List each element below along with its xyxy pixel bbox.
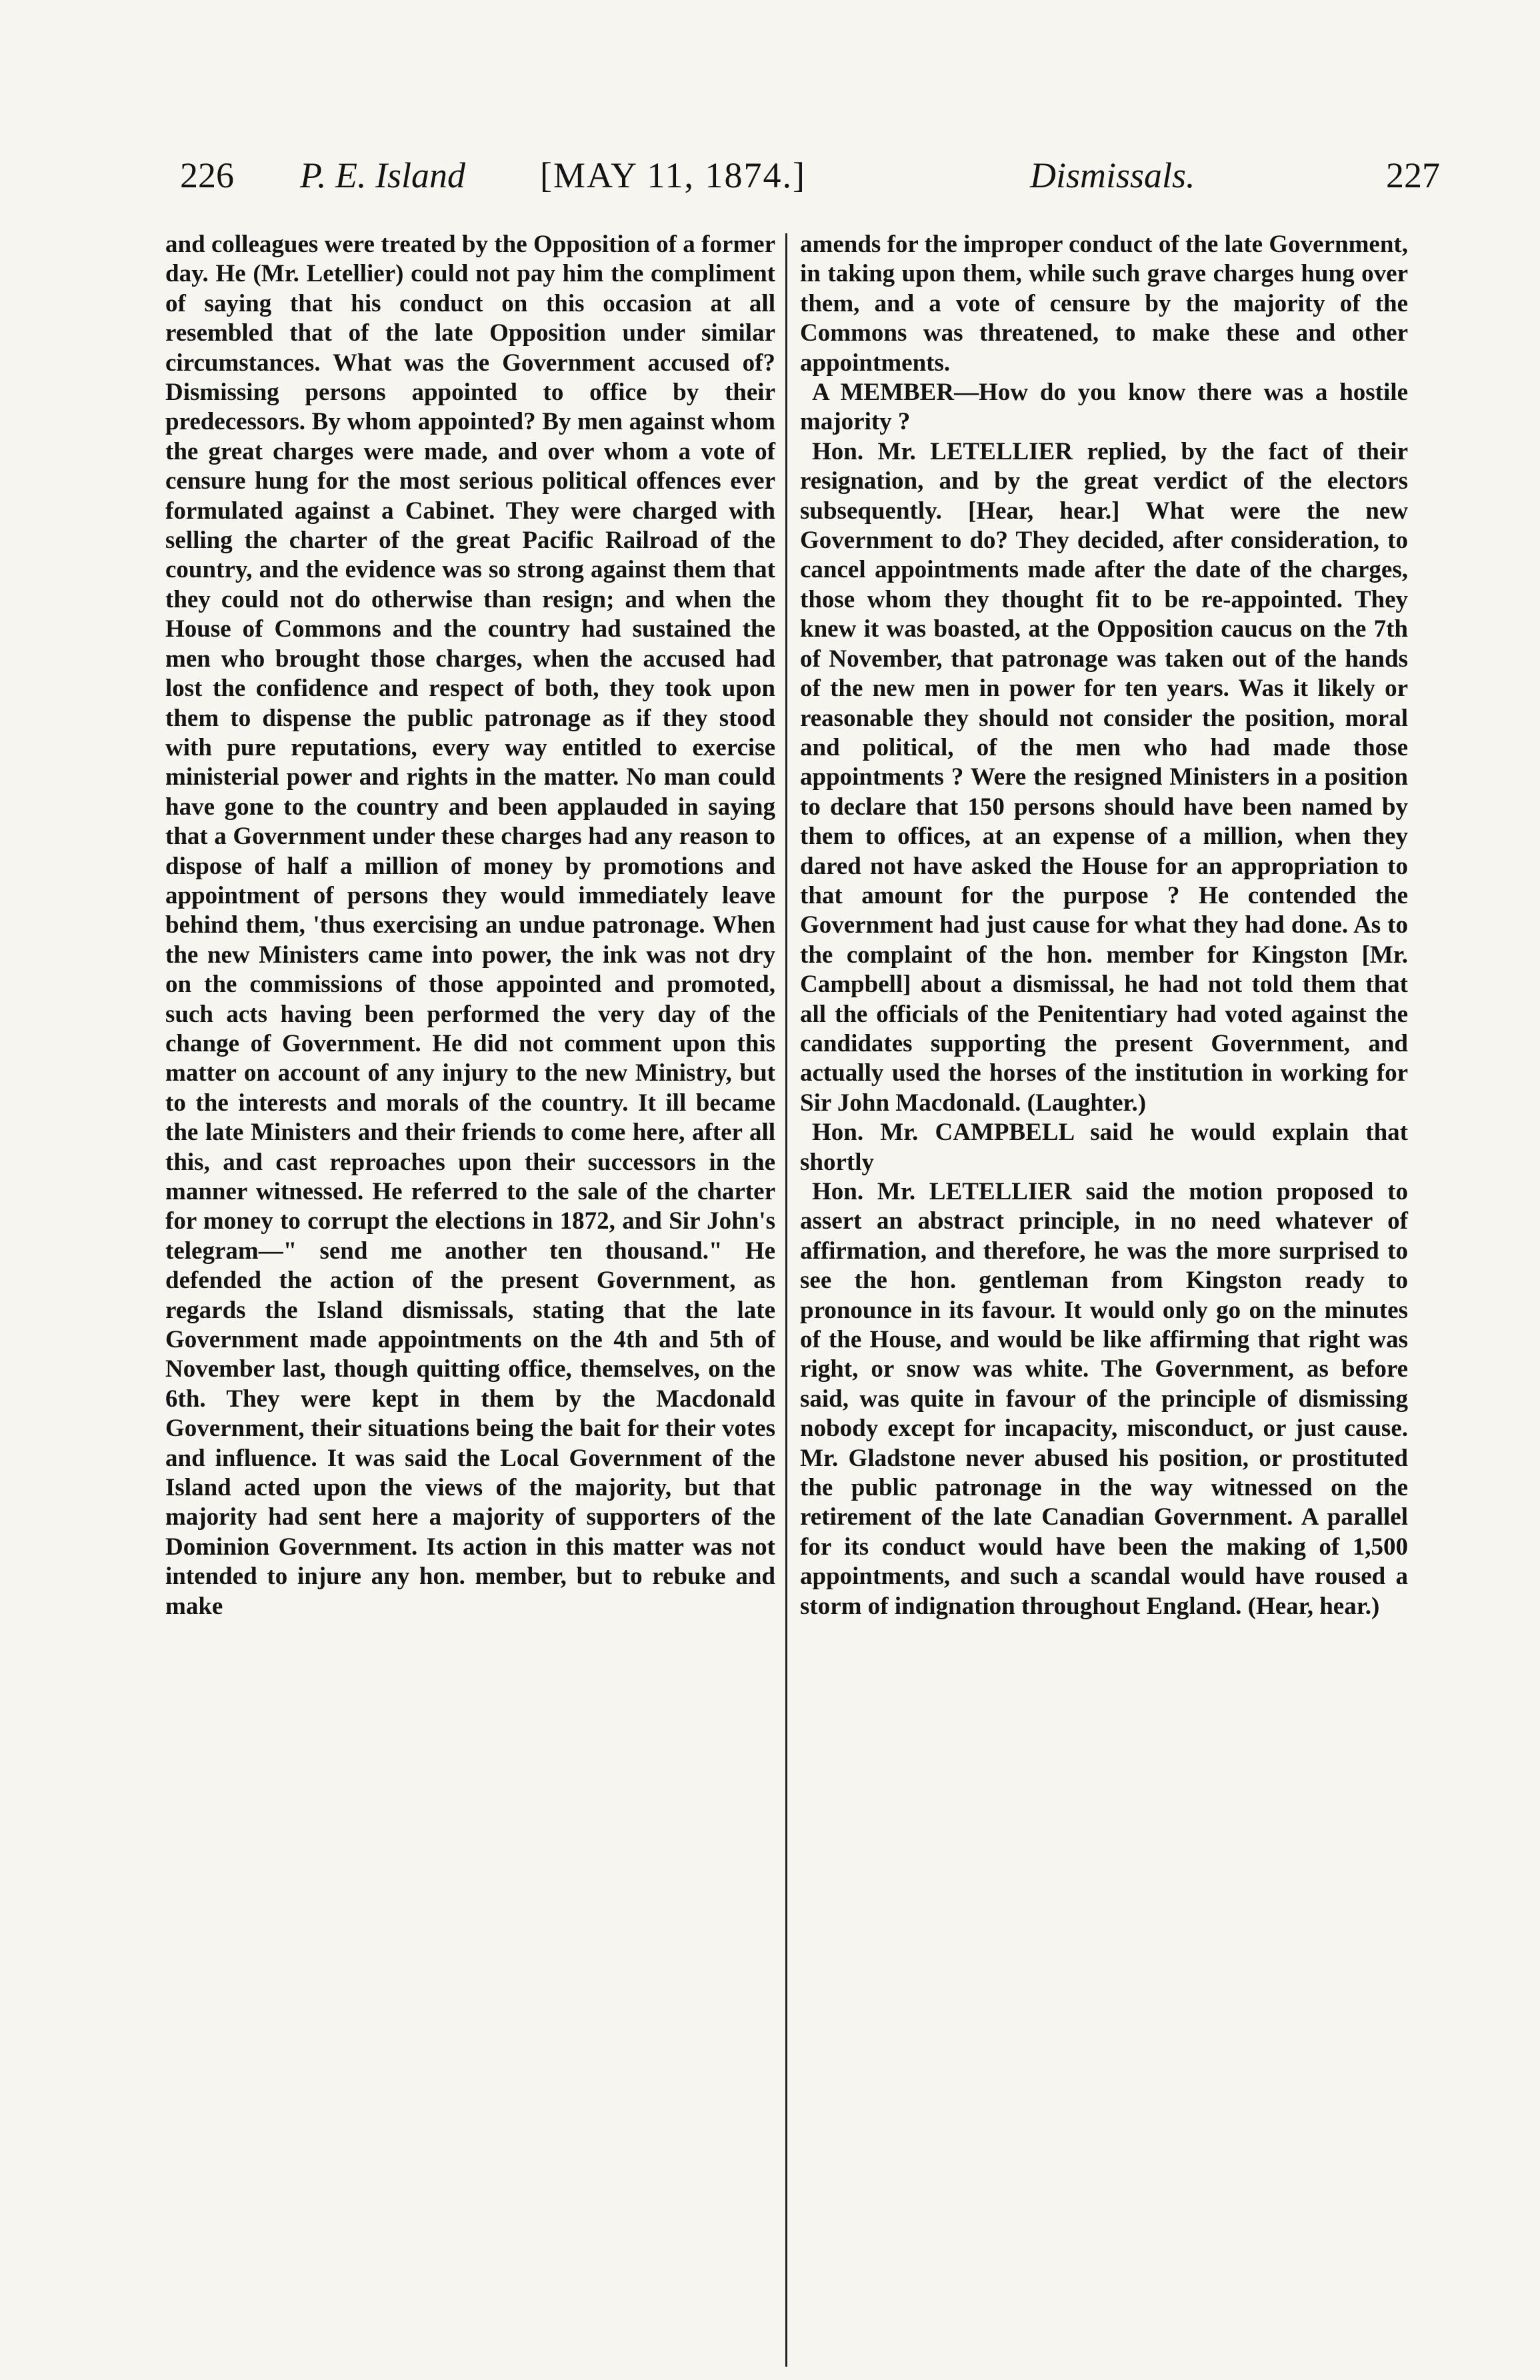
topic-title: Dismissals. xyxy=(1030,155,1195,195)
page-number-left: 226 xyxy=(180,155,234,195)
paragraph: A MEMBER—How do you know there was a hostile majority ? xyxy=(800,379,1408,436)
left-column xyxy=(165,230,775,1621)
page-number-right: 227 xyxy=(1386,155,1440,195)
paragraph: Hon. Mr. LETELLIER said the motion proposed to assert an abstract principle, in no need whatever of affirmation, and therefore, he was the more surprised to see the hon. gentleman from Kingston ready to pronounce in its favour. It would only go on the minutes of the House, and would be like affirming that right was right, or snow was white. The Government, as before said, was quite in favour of the principle of dismissing nobody except for incapacity, misconduct, or just cause. Mr. Gladstone never abused his position, or prostituted the public patronage in the way witnessed on the retirement of the late Canadian Government. A parallel for its conduct would have been the making of 1,500 appointments, and such a scandal would have roused a storm of indignation throughout England. (Hear, hear.) xyxy=(800,1178,1408,1620)
paragraph: amends for the improper conduct of the late Government, in taking upon them, while such grave charges hung over them, and a vote of censure by the majority of the Commons was threatened, to make these and other appointments. xyxy=(800,231,1408,377)
right-column xyxy=(800,230,1408,1621)
session-date: [MAY 11, 1874.] xyxy=(540,155,807,195)
paragraph: Hon. Mr. LETELLIER replied, by the fact of their resignation, and by the great verdict of the electors subsequently. [Hear, hear.] What were the new Government to do? They decided, after consideration, to cancel appointments made after the date of the charges, those whom they thought fit to be re-appointed. They knew it was boasted, at the Opposition caucus on the 7th of November, that patronage was taken out of the hands of the new men in power for ten years. Was it likely or reasonable they should not consider the position, moral and political, of the men who had made those appointments ? Were the resigned Ministers in a position to declare that 150 persons should have been named by them to offices, at an expense of a million, when they dared not have asked the House for an appropriation to that amount for the purpose ? He contended the Government had just cause for what they had done. As to the complaint of the hon. member for Kingston [Mr. Campbell] about a dismissal, he had not told them that all the officials of the Penitentiary had voted against the candidates supporting the present Government, and actually used the horses of the institution in working for Sir John Macdonald. (Laughter.) xyxy=(800,437,1408,1117)
section-title: P. E. Island xyxy=(300,155,466,195)
paragraph: and colleagues were treated by the Opposition of a former day. He (Mr. Letellier) could not pay him the compliment of saying that his conduct on this occasion at all resembled that of the late Opposition under similar circumstances. What was the Government accused of? Dismissing persons appointed to office by their predecessors. By whom appointed? By men against whom the great charges were made, and over whom a vote of censure hung for the most serious political offences ever formulated against a Cabinet. They were charged with selling the charter of the great Pacific Railroad of the country, and the evidence was so strong against them that they could not do otherwise than resign; and when the House of Commons and the country had sustained the men who brought those charges, when the accused had lost the confidence and respect of both, they took upon them to dispense the public patronage as if they stood with pure reputations, every way entitled to exercise ministerial power and rights in the matter. No man could have gone to the country and been applauded in saying that a Government under these charges had any reason to dispose of half a million of money by promotions and appointment of persons they would immediately leave behind them, 'thus exercising an undue patronage. When the new Ministers came into power, the ink was not dry on the commissions of those appointed and promoted, such acts having been performed the very day of the change of Government. He did not comment upon this matter on account of any injury to the new Ministry, but to the interests and morals of the country. It ill became the late Ministers and their friends to come here, after all this, and cast reproaches upon their successors in the manner witnessed. He referred to the sale of the charter for money to corrupt the elections in 1872, and Sir John's telegram—" send me another ten thousand." He defended the action of the present Government, as regards the Island dismissals, stating that the late Government made appointments on the 4th and 5th of November last, though quitting office, themselves, on the 6th. They were kept in them by the Macdonald Government, their situations being the bait for their votes and influence. It was said the Local Government of the Island acted upon the views of the majority, but that majority had sent here a majority of supporters of the Dominion Government. Its action in this matter was not intended to injure any hon. member, but to rebuke and make xyxy=(165,231,775,1620)
paragraph: Hon. Mr. CAMPBELL said he would explain that shortly xyxy=(800,1119,1408,1176)
running-header xyxy=(180,155,1440,215)
column-divider xyxy=(785,233,787,2367)
